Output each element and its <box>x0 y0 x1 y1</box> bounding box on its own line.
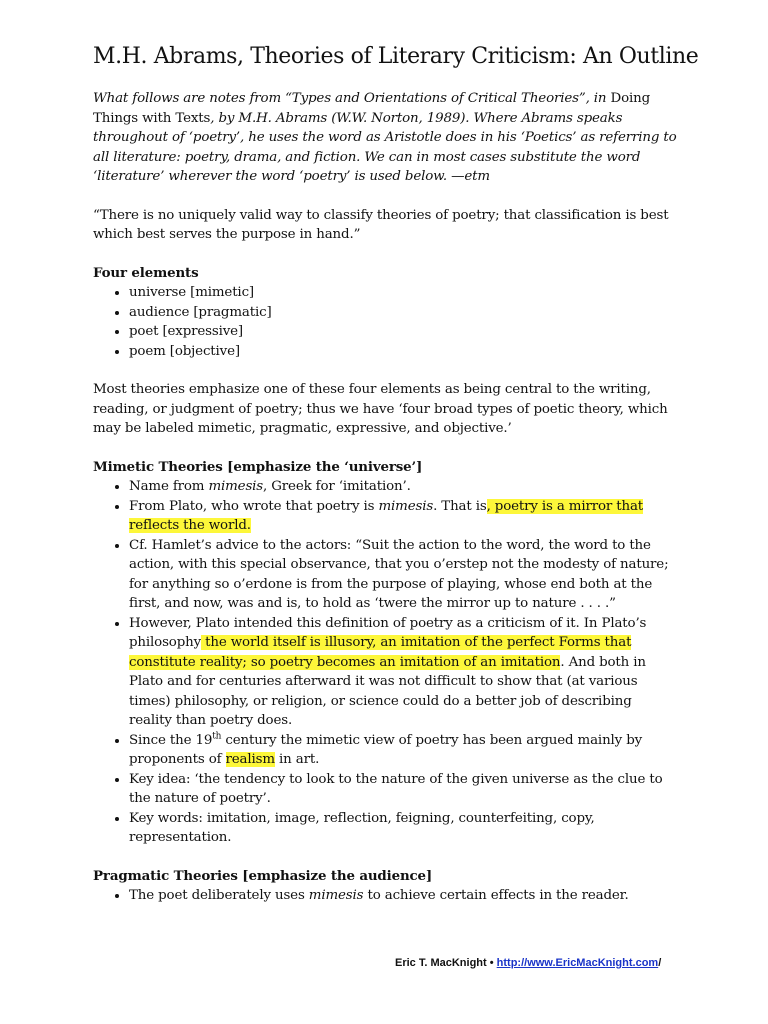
mimetic-list <box>93 477 678 848</box>
document-body <box>93 89 678 906</box>
book-title: Doing Things with Texts <box>93 91 651 126</box>
website-link[interactable]: http://www.EricMacKnight.com <box>496 957 659 969</box>
highlight: the world itself is illusory, an imitation of the perfect Forms that constitute reality; so poetry becomes an imitation of an imitation <box>129 635 632 670</box>
four-elements-heading: Four elements <box>93 264 199 281</box>
four-elements-list <box>93 283 678 361</box>
list-item: • Name from mimesis, Greek for ‘imitation’. <box>129 477 678 497</box>
list-item: • Cf. Hamlet’s advice to the actors: “Suit the action to the word, the word to the action, with this special observance, that you o’erstep not the modesty of nature; for anything so o’erdone is from the purpose of playing, whose end both at the first, and now, was and is, to hold as ‘twere the mirror up to nature . . . .” <box>129 536 678 614</box>
list-item: • poem [objective] <box>129 342 678 362</box>
page-title: M.H. Abrams, Theories of Literary Criticism: An Outline <box>93 44 699 69</box>
footer-author: Eric T. MacKnight • <box>395 957 497 969</box>
mimetic-heading: Mimetic Theories [emphasize the ‘universe’] <box>93 458 423 475</box>
list-item: • However, Plato intended this definition of poetry as a criticism of it. In Plato’s philosophy the world itself is illusory, an imitation of the perfect Forms that constitute reality; so poetry becomes an imitation of an imitation. And both in Plato and for centuries afterward it was not difficult to show that (at various times) philosophy, or religion, or science could do a better job of describing reality than poetry does. <box>129 614 678 731</box>
list-item: • poet [expressive] <box>129 322 678 342</box>
page-footer: Eric T. MacKnight • http://www.EricMacKnight.com/ <box>395 957 662 969</box>
pragmatic-heading: Pragmatic Theories [emphasize the audience] <box>93 867 433 884</box>
intro-paragraph: What follows are notes from “Types and Orientations of Critical Theories”, in Doing Things with Texts, by M.H. Abrams (W.W. Norton, 1989). Where Abrams speaks throughout of ‘poetry’, he uses the word as Aristotle does in his ‘Poetics’ as referring to all literature: poetry, drama, and fiction. We can in most cases substitute the word ‘literature’ wherever the word ‘poetry’ is used below. —etm <box>93 91 677 184</box>
pragmatic-list <box>93 886 678 906</box>
highlight: realism <box>225 752 275 767</box>
list-item: • Since the 19th century the mimetic view of poetry has been argued mainly by proponents of realism in art. <box>129 731 678 770</box>
list-item: • The poet deliberately uses mimesis to achieve certain effects in the reader. <box>129 886 678 906</box>
list-item: • From Plato, who wrote that poetry is mimesis. That is, poetry is a mirror that reflects the world. <box>129 497 678 536</box>
list-item: • Key idea: ‘the tendency to look to the nature of the given universe as the clue to the nature of poetry’. <box>129 770 678 809</box>
highlight: , poetry is a mirror that reflects the world. <box>129 498 644 533</box>
list-item: • Key words: imitation, image, reflection, feigning, counterfeiting, copy, representation. <box>129 809 678 848</box>
abrams-quote: “There is no uniquely valid way to classify theories of poetry; that classification is best which best serves the purpose in hand.” <box>93 207 669 242</box>
list-item: • audience [pragmatic] <box>129 303 678 323</box>
list-item: • universe [mimetic] <box>129 283 678 303</box>
summary-paragraph: Most theories emphasize one of these four elements as being central to the writing, reading, or judgment of poetry; thus we have ‘four broad types of poetic theory, which may be labeled mimetic, pragmatic, expressive, and objective.’ <box>93 382 668 436</box>
